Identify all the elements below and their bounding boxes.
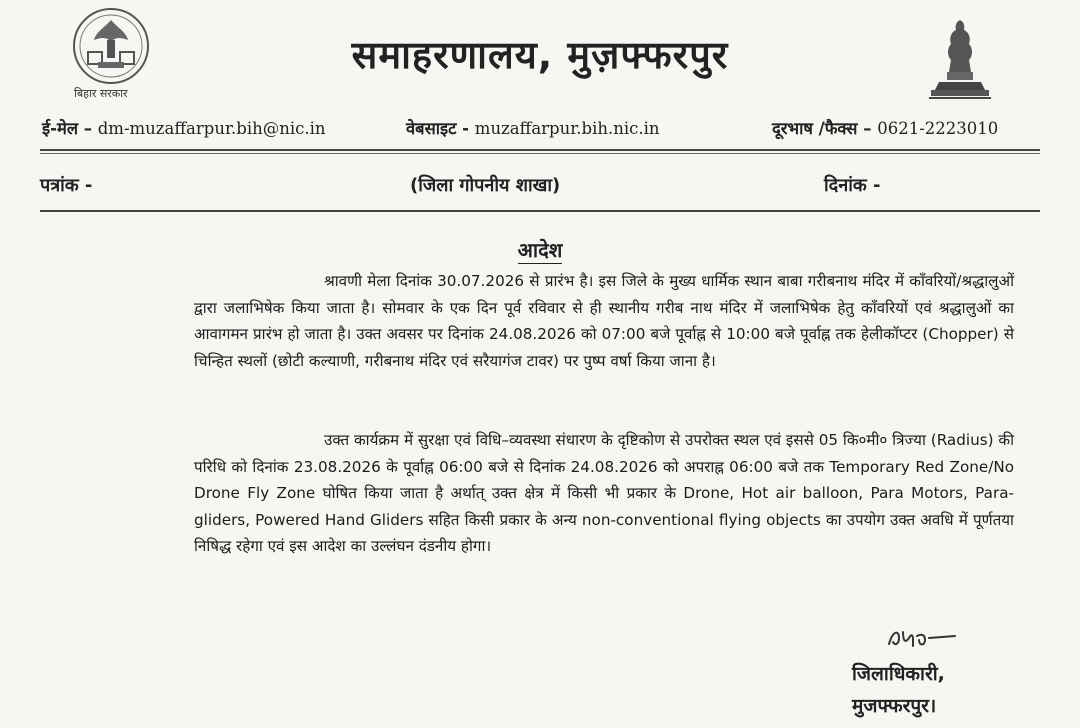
letter-number-label: पत्रांक - — [40, 175, 93, 196]
website-block — [406, 116, 660, 139]
emblem-caption: बिहार सरकार — [74, 87, 128, 100]
date-label: दिनांक - — [824, 175, 881, 196]
state-emblem-icon — [925, 16, 995, 104]
reference-divider — [40, 210, 1040, 212]
paragraph-1-text: श्रावणी मेला दिनांक 30.07.2026 से प्रारंभ है। इस जिले के मुख्य धार्मिक स्थान बाबा गरीबनाथ मंदिर में काँवरियों/श्रद्धालुओं द्वारा जलाभिषेक किया जाता है। सोमवार के एक दिन पूर्व रविवार से ही स्थानीय गरीब नाथ मंदिर में जलाभिषेक हेतु काँवरियों एवं श्रद्धालुओं का आवागमन प्रारंभ हो जाता है। उक्त अवसर पर दिनांक 24.08.2026 को 07:00 बजे पूर्वाह्न से 10:00 बजे पूर्वाह्न तक हेलीकॉप्टर (Chopper) से चिन्हित स्थलों (छोटी कल्याणी, गरीबनाथ मंदिर एवं सरैयागंज टावर) पर पुष्प वर्षा किया जाना है। — [194, 272, 1014, 370]
order-heading-text: आदेश — [517, 238, 563, 262]
signatory-place: मुजफ्फरपुर। — [852, 695, 937, 717]
signatory-designation: जिलाधिकारी, — [852, 663, 945, 685]
email-block — [42, 116, 326, 139]
section-name: (जिला गोपनीय शाखा) — [410, 175, 561, 196]
website-label: वेबसाइट - — [406, 119, 470, 138]
phone-label: दूरभाष /फैक्स – — [772, 119, 872, 138]
order-paragraph-2 — [194, 427, 1014, 560]
header-divider — [40, 149, 1040, 151]
order-paragraph-1 — [194, 268, 1014, 374]
order-heading — [0, 236, 1080, 263]
phone-block — [772, 116, 998, 139]
email-address: dm-muzaffarpur.bih@nic.in — [97, 119, 326, 138]
phone-number: 0621-2223010 — [877, 119, 999, 138]
website-address: muzaffarpur.bih.nic.in — [474, 119, 660, 138]
office-title: समाहरणालय, मुज़फ्फरपुर — [351, 33, 729, 77]
email-label: ई-मेल – — [42, 119, 92, 138]
handwritten-signature — [885, 624, 959, 654]
header-divider-thin — [40, 153, 1040, 154]
paragraph-2-text: उक्त कार्यक्रम में सुरक्षा एवं विधि–व्यवस्था संधारण के दृष्टिकोण से उपरोक्त स्थल एवं इससे 05 कि०मी० त्रिज्या (Radius) की परिधि को दिनांक 23.08.2026 के पूर्वाह्न 06:00 बजे से दिनांक 24.08.2026 को अपराह्न 06:00 बजे तक Temporary Red Zone/No Drone Fly Zone घोषित किया जाता है अर्थात् उक्त क्षेत्र में किसी भी प्रकार के Drone, Hot air balloon, Para Motors, Para-gliders, Powered Hand Gliders सहित किसी प्रकार के अन्य non-conventional flying objects का उपयोग उक्त अवधि में पूर्णतया निषिद्ध रहेगा एवं इस आदेश का उल्लंघन दंडनीय होगा। — [194, 431, 1014, 555]
